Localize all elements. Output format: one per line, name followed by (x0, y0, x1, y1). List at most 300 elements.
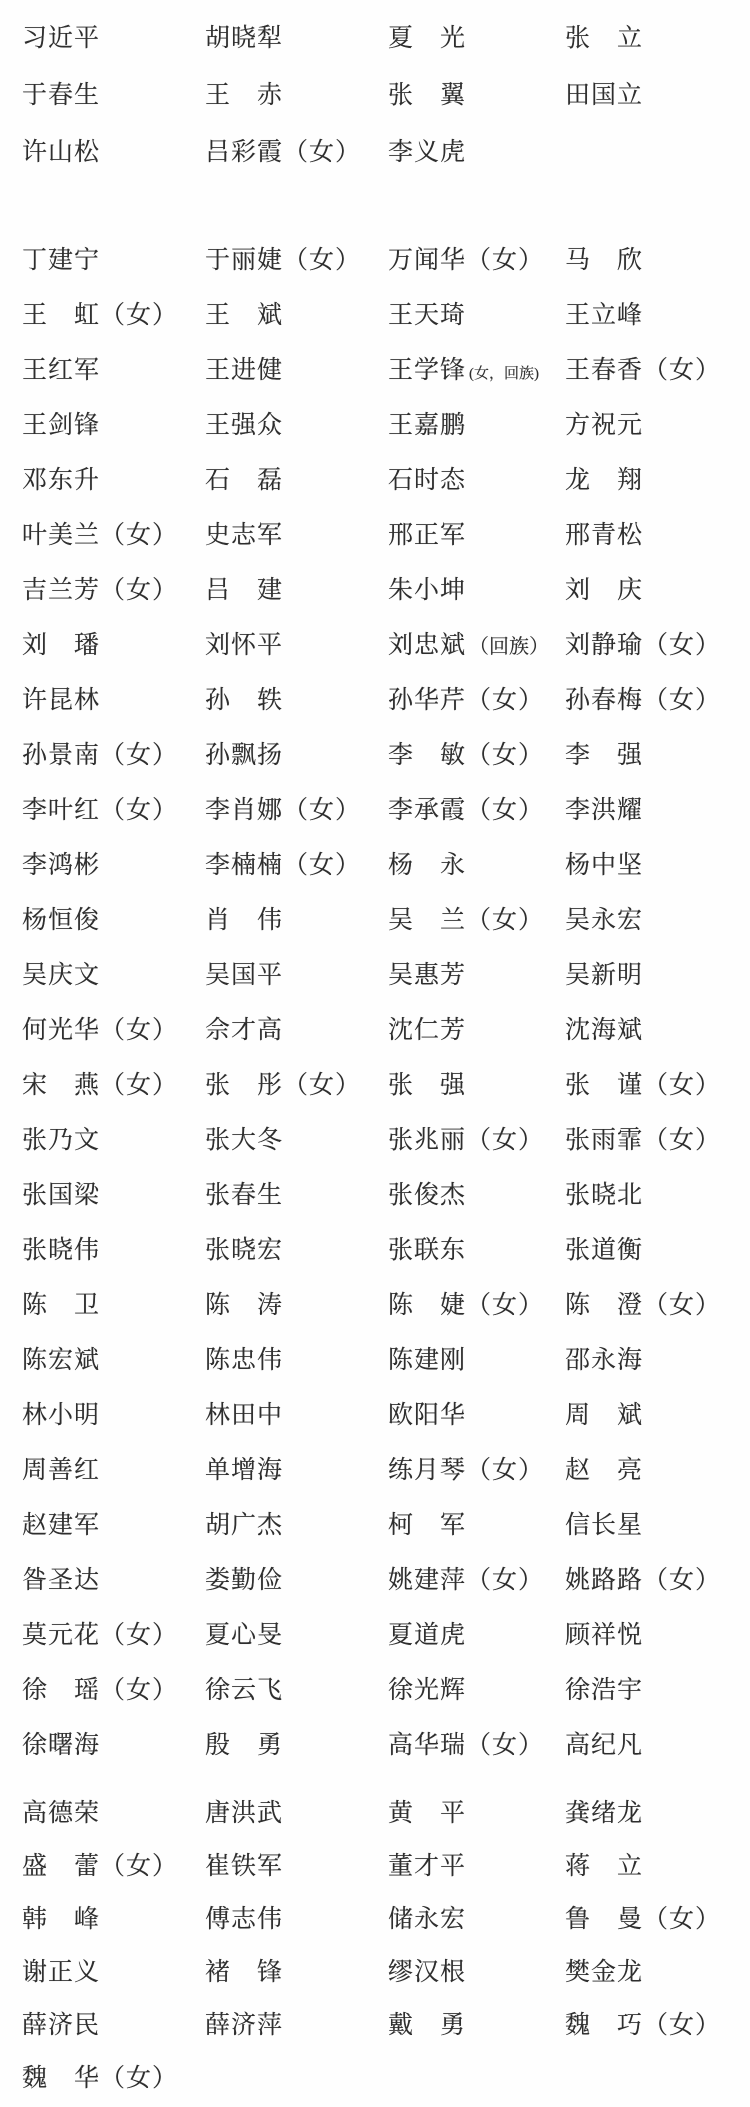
person-name: 孙 轶 (205, 687, 284, 714)
name-row (22, 1663, 750, 1718)
person-name: 李鸿彬 (22, 852, 101, 879)
name-cell (565, 743, 750, 768)
name-cell (205, 1018, 388, 1043)
person-name: 储永宏 (388, 1906, 467, 1933)
name-row (22, 783, 750, 838)
name-cell (22, 413, 205, 438)
person-name: 高纪凡 (565, 1732, 644, 1759)
person-name: 徐浩宇 (565, 1677, 644, 1704)
name-cell (205, 1128, 388, 1153)
name-cell (565, 1348, 750, 1373)
person-name: 肖 伟 (205, 907, 284, 934)
person-name: 张春生 (205, 1182, 284, 1209)
person-name: 龙 翔 (565, 467, 644, 494)
person-name: 王嘉鹏 (388, 412, 467, 439)
name-cell (22, 1678, 205, 1703)
person-name: 唐洪武 (205, 1800, 284, 1827)
person-name: 殷 勇 (205, 1732, 284, 1759)
person-name: 姚建萍（女） (388, 1567, 545, 1594)
name-row (22, 398, 750, 453)
person-name: 石 磊 (205, 467, 284, 494)
name-row (22, 563, 750, 618)
name-cell (205, 743, 388, 768)
person-name: 张国梁 (22, 1182, 101, 1209)
person-name: 张道衡 (565, 1237, 644, 1264)
name-cell (22, 1403, 205, 1428)
person-name: 韩 峰 (22, 1906, 101, 1933)
person-name: 徐曙海 (22, 1732, 101, 1759)
person-name: 张晓伟 (22, 1237, 101, 1264)
person-name: 马 欣 (565, 247, 644, 274)
name-row (22, 1999, 750, 2052)
person-name: 赵 亮 (565, 1457, 644, 1484)
name-cell (205, 1960, 388, 1985)
name-cell (22, 798, 205, 823)
person-name: 夏心旻 (205, 1622, 284, 1649)
person-name: 周善红 (22, 1457, 101, 1484)
name-cell (565, 1678, 750, 1703)
person-name: 王春香（女） (565, 357, 722, 384)
name-row (22, 1168, 750, 1223)
name-cell (565, 1733, 750, 1758)
name-cell (388, 1568, 565, 1593)
name-cell (388, 1183, 565, 1208)
person-name: 王 斌 (205, 302, 284, 329)
person-name: 李肖娜（女） (205, 797, 362, 824)
name-cell (388, 468, 565, 493)
name-cell (388, 413, 565, 438)
name-cell (22, 908, 205, 933)
person-name: 沈仁芳 (388, 1017, 467, 1044)
name-cell (388, 2013, 565, 2038)
name-cell (388, 633, 565, 658)
name-cell (388, 1907, 565, 1932)
name-cell (565, 1403, 750, 1428)
person-name: 王天琦 (388, 302, 467, 329)
person-name: 于丽婕（女） (205, 247, 362, 274)
gender-ethnicity-note: (女，回族) (469, 366, 540, 382)
person-name: 李 强 (565, 742, 644, 769)
person-name: 夏道虎 (388, 1622, 467, 1649)
person-name: 吕彩霞（女） (205, 139, 362, 166)
name-cell (22, 303, 205, 328)
person-name: 张 强 (388, 1072, 467, 1099)
name-cell (565, 1801, 750, 1826)
name-cell (22, 1623, 205, 1648)
person-name: 徐 瑶（女） (22, 1677, 179, 1704)
person-name: 吴国平 (205, 962, 284, 989)
person-name: 樊金龙 (565, 1959, 644, 1986)
person-name: 信长星 (565, 1512, 644, 1539)
name-row (22, 1893, 750, 1946)
name-row (22, 1498, 750, 1553)
name-cell (565, 523, 750, 548)
name-cell (388, 358, 565, 383)
person-name: 褚 锋 (205, 1959, 284, 1986)
person-name: 盛 蕾（女） (22, 1853, 179, 1880)
name-cell (205, 1907, 388, 1932)
name-cell (205, 963, 388, 988)
name-cell (388, 1801, 565, 1826)
name-cell (388, 1960, 565, 1985)
name-cell (388, 1018, 565, 1043)
person-name: 田国立 (565, 82, 644, 109)
person-name: 王 赤 (205, 82, 284, 109)
name-cell (388, 853, 565, 878)
name-cell (22, 2013, 205, 2038)
name-cell (388, 963, 565, 988)
name-row (22, 1840, 750, 1893)
name-cell (388, 1293, 565, 1318)
name-cell (565, 468, 750, 493)
name-cell (205, 468, 388, 493)
name-cell (22, 1568, 205, 1593)
name-cell (565, 908, 750, 933)
name-cell (565, 1238, 750, 1263)
person-name: 孙华芹（女） (388, 687, 545, 714)
name-cell (565, 26, 750, 51)
name-cell (565, 1183, 750, 1208)
name-cell (205, 413, 388, 438)
name-row (22, 508, 750, 563)
name-cell (205, 1183, 388, 1208)
name-cell (388, 578, 565, 603)
name-cell (205, 578, 388, 603)
name-row (22, 288, 750, 343)
person-name: 张乃文 (22, 1127, 101, 1154)
name-row (22, 618, 750, 673)
person-name: 莫元花（女） (22, 1622, 179, 1649)
name-cell (22, 1238, 205, 1263)
name-cell (205, 1568, 388, 1593)
name-cell (22, 1458, 205, 1483)
person-name: 张 谨（女） (565, 1072, 722, 1099)
person-name: 戴 勇 (388, 2012, 467, 2039)
name-cell (205, 688, 388, 713)
name-cell (565, 688, 750, 713)
name-row (22, 1553, 750, 1608)
name-cell (22, 83, 205, 108)
name-cell (22, 140, 205, 165)
person-name: 吴永宏 (565, 907, 644, 934)
name-cell (22, 1907, 205, 1932)
person-name: 魏 巧（女） (565, 2012, 722, 2039)
person-name: 姚路路（女） (565, 1567, 722, 1594)
name-row (22, 1003, 750, 1058)
name-cell (22, 26, 205, 51)
name-cell (388, 1238, 565, 1263)
name-cell (22, 248, 205, 273)
person-name: 鲁 曼（女） (565, 1906, 722, 1933)
person-name: 张联东 (388, 1237, 467, 1264)
person-name: 邓东升 (22, 467, 101, 494)
name-cell (205, 26, 388, 51)
person-name: 王强众 (205, 412, 284, 439)
person-name: 张 立 (565, 25, 644, 52)
person-name: 刘 庆 (565, 577, 644, 604)
name-row (22, 1946, 750, 1999)
name-cell (205, 303, 388, 328)
name-cell (388, 248, 565, 273)
person-name: 万闻华（女） (388, 247, 545, 274)
name-cell (205, 633, 388, 658)
name-cell (565, 963, 750, 988)
person-name: 欧阳华 (388, 1402, 467, 1429)
person-name: 单增海 (205, 1457, 284, 1484)
person-name: 于春生 (22, 82, 101, 109)
name-cell (388, 523, 565, 548)
person-name: 张大冬 (205, 1127, 284, 1154)
person-name: 张 彤（女） (205, 1072, 362, 1099)
name-row (22, 1443, 750, 1498)
person-name: 陈忠伟 (205, 1347, 284, 1374)
person-name: 周 斌 (565, 1402, 644, 1429)
person-name: 缪汉根 (388, 1959, 467, 1986)
name-cell (388, 1733, 565, 1758)
name-cell (388, 140, 565, 165)
person-name: 吴惠芳 (388, 962, 467, 989)
person-name: 张 翼 (388, 82, 467, 109)
name-cell (205, 1513, 388, 1538)
name-row (22, 124, 750, 181)
person-name: 刘怀平 (205, 632, 284, 659)
person-name: 崔铁军 (205, 1853, 284, 1880)
name-cell (205, 1623, 388, 1648)
person-name: 史志军 (205, 522, 284, 549)
name-cell (205, 1293, 388, 1318)
name-section-group-2 (22, 233, 750, 1773)
person-name: 薛济萍 (205, 2012, 284, 2039)
name-cell (22, 1293, 205, 1318)
name-row (22, 343, 750, 398)
person-name: 柯 军 (388, 1512, 467, 1539)
person-name: 张晓北 (565, 1182, 644, 1209)
name-cell (22, 1854, 205, 1879)
name-cell (205, 2013, 388, 2038)
name-cell (205, 1733, 388, 1758)
person-name: 娄勤俭 (205, 1567, 284, 1594)
name-cell (565, 1073, 750, 1098)
name-cell (22, 688, 205, 713)
person-name: 陈建刚 (388, 1347, 467, 1374)
name-cell (205, 248, 388, 273)
person-name: 高德荣 (22, 1800, 101, 1827)
person-name: 张兆丽（女） (388, 1127, 545, 1154)
name-cell (565, 633, 750, 658)
person-name: 李 敏（女） (388, 742, 545, 769)
person-name: 吕 建 (205, 577, 284, 604)
person-name: 张雨霏（女） (565, 1127, 722, 1154)
person-name: 沈海斌 (565, 1017, 644, 1044)
name-row (22, 2052, 750, 2105)
name-cell (22, 963, 205, 988)
name-row (22, 673, 750, 728)
name-cell (205, 1238, 388, 1263)
person-name: 许昆林 (22, 687, 101, 714)
name-cell (22, 1348, 205, 1373)
name-cell (565, 1128, 750, 1153)
person-name: 陈 涛 (205, 1292, 284, 1319)
person-name: 陈 澄（女） (565, 1292, 722, 1319)
person-name: 邵永海 (565, 1347, 644, 1374)
name-cell (22, 1733, 205, 1758)
name-section-group-1 (22, 10, 750, 181)
person-name: 薛济民 (22, 2012, 101, 2039)
person-name: 王剑锋 (22, 412, 101, 439)
name-cell (388, 1403, 565, 1428)
name-cell (205, 1801, 388, 1826)
person-name: 佘才高 (205, 1017, 284, 1044)
person-name: 昝圣达 (22, 1567, 101, 1594)
name-cell (205, 523, 388, 548)
name-cell (565, 1568, 750, 1593)
name-cell (22, 853, 205, 878)
name-cell (388, 1623, 565, 1648)
name-row (22, 1333, 750, 1388)
person-name: 赵建军 (22, 1512, 101, 1539)
name-cell (205, 1458, 388, 1483)
name-cell (205, 1073, 388, 1098)
person-name: 石时态 (388, 467, 467, 494)
name-cell (205, 83, 388, 108)
name-row (22, 1388, 750, 1443)
person-name: 黄 平 (388, 1800, 467, 1827)
name-cell (205, 1678, 388, 1703)
name-cell (205, 1854, 388, 1879)
name-cell (565, 303, 750, 328)
name-cell (205, 1348, 388, 1373)
person-name: 孙飘扬 (205, 742, 284, 769)
person-name: 李义虎 (388, 139, 467, 166)
name-row (22, 10, 750, 67)
name-cell (388, 26, 565, 51)
person-name: 林小明 (22, 1402, 101, 1429)
name-cell (565, 1513, 750, 1538)
name-cell (388, 743, 565, 768)
name-row (22, 893, 750, 948)
person-name: 夏 光 (388, 25, 467, 52)
name-cell (388, 1348, 565, 1373)
person-name: 徐云飞 (205, 1677, 284, 1704)
person-name: 吴庆文 (22, 962, 101, 989)
name-cell (22, 523, 205, 548)
name-cell (388, 1073, 565, 1098)
person-name: 孙景南（女） (22, 742, 179, 769)
name-cell (205, 358, 388, 383)
person-name: 龚绪龙 (565, 1800, 644, 1827)
person-name: 杨 永 (388, 852, 467, 879)
name-cell (565, 248, 750, 273)
name-cell (388, 1128, 565, 1153)
person-name: 陈 卫 (22, 1292, 101, 1319)
name-row (22, 1278, 750, 1333)
name-row (22, 948, 750, 1003)
person-name: 胡广杰 (205, 1512, 284, 1539)
person-name: 王学锋 (388, 357, 467, 384)
name-cell (565, 413, 750, 438)
person-name: 蒋 立 (565, 1853, 644, 1880)
person-name: 林田中 (205, 1402, 284, 1429)
person-name: 邢青松 (565, 522, 644, 549)
person-name: 王红军 (22, 357, 101, 384)
name-cell (22, 1960, 205, 1985)
person-name: 傅志伟 (205, 1906, 284, 1933)
person-name: 刘 璠 (22, 632, 101, 659)
name-section-group-3 (22, 1787, 750, 2105)
person-name: 李叶红（女） (22, 797, 179, 824)
person-name: 李洪耀 (565, 797, 644, 824)
person-name: 高华瑞（女） (388, 1732, 545, 1759)
person-name: 李承霞（女） (388, 797, 545, 824)
name-cell (22, 1513, 205, 1538)
person-name: 吉兰芳（女） (22, 577, 179, 604)
name-row (22, 1113, 750, 1168)
person-name: 习近平 (22, 25, 101, 52)
name-cell (22, 2066, 205, 2091)
name-cell (388, 1513, 565, 1538)
name-cell (22, 1128, 205, 1153)
name-row (22, 1058, 750, 1113)
name-row (22, 1223, 750, 1278)
person-name: 徐光辉 (388, 1677, 467, 1704)
person-name: 顾祥悦 (565, 1622, 644, 1649)
person-name: 杨恒俊 (22, 907, 101, 934)
name-cell (22, 468, 205, 493)
name-cell (388, 303, 565, 328)
name-cell (565, 1960, 750, 1985)
name-cell (565, 1623, 750, 1648)
name-row (22, 838, 750, 893)
person-name: 王进健 (205, 357, 284, 384)
person-name: 刘静瑜（女） (565, 632, 722, 659)
name-cell (22, 358, 205, 383)
name-cell (565, 2013, 750, 2038)
name-cell (205, 908, 388, 933)
person-name: 邢正军 (388, 522, 467, 549)
name-cell (565, 1293, 750, 1318)
person-name: 谢正义 (22, 1959, 101, 1986)
person-name: 吴新明 (565, 962, 644, 989)
person-name: 宋 燕（女） (22, 1072, 179, 1099)
name-cell (22, 743, 205, 768)
name-cell (565, 83, 750, 108)
gender-ethnicity-note: （回族） (469, 636, 550, 658)
name-cell (565, 578, 750, 603)
person-name: 王立峰 (565, 302, 644, 329)
name-row (22, 728, 750, 783)
person-name: 董才平 (388, 1853, 467, 1880)
person-name: 魏 华（女） (22, 2065, 179, 2092)
person-name: 李楠楠（女） (205, 852, 362, 879)
name-cell (565, 1854, 750, 1879)
name-cell (22, 633, 205, 658)
name-cell (565, 358, 750, 383)
name-cell (565, 853, 750, 878)
name-cell (565, 1018, 750, 1043)
name-cell (22, 1018, 205, 1043)
name-row (22, 67, 750, 124)
name-cell (388, 908, 565, 933)
name-row (22, 453, 750, 508)
name-cell (22, 578, 205, 603)
name-cell (22, 1073, 205, 1098)
name-cell (388, 83, 565, 108)
person-name: 朱小坤 (388, 577, 467, 604)
name-row (22, 233, 750, 288)
person-name: 何光华（女） (22, 1017, 179, 1044)
name-cell (205, 798, 388, 823)
name-cell (565, 798, 750, 823)
